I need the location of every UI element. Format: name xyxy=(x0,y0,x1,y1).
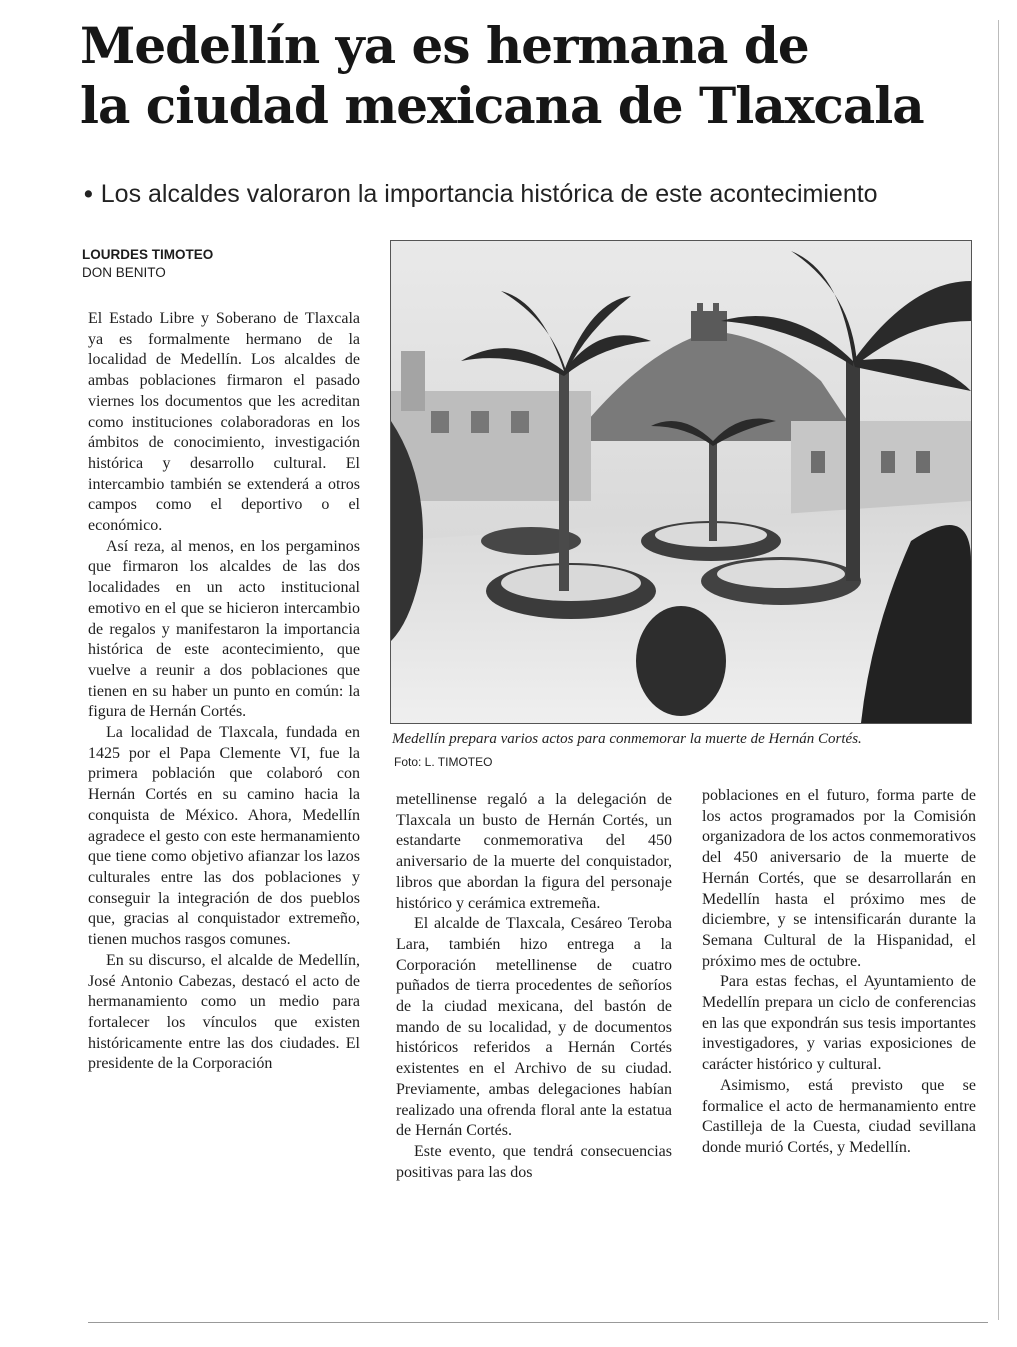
article-photo xyxy=(390,240,972,724)
byline-place: DON BENITO xyxy=(82,265,166,280)
paragraph: La localidad de Tlaxcala, fundada en 1425 por el Papa Clemente VI, fue la primera población que colaboró con Hernán Cortés en su camino hacia la conquista de México. Ahora, Medellín agradece el gesto con este hermanamiento que tiene como objetivo afianzar los lazos culturales entre las dos poblaciones y conseguir la integración de dos pueblos que, gracias al conquistador extremeño, tienen muchos rasgos comunes. xyxy=(88,724,360,949)
scan-edge xyxy=(998,20,999,1320)
paragraph: metellinense regaló a la delegación de Tlaxcala un busto de Hernán Cortés, un estandarte conmemorativa del 450 aniversario de la muerte del conquistador, libros que abordan la figura del personaje histórico y cerámica extremeña. xyxy=(396,791,672,912)
headline xyxy=(80,16,980,136)
text-column-2 xyxy=(396,790,672,1183)
byline-author: LOURDES TIMOTEO xyxy=(82,247,214,262)
headline-line-1: Medellín ya es hermana de xyxy=(80,16,809,75)
text-column-3 xyxy=(702,786,976,1159)
subheadline-text: Los alcaldes valoraron la importancia histórica de este acontecimiento xyxy=(100,180,878,208)
paragraph: En su discurso, el alcalde de Medellín, José Antonio Cabezas, destacó el acto de hermanamiento como un medio para fortalecer los vínculos que existen históricamente entre las dos ciudades. El presidente de la Corporación xyxy=(88,951,360,1073)
paragraph: El Estado Libre y Soberano de Tlaxcala ya es formalmente hermano de la localidad de Medellín. Los alcaldes de ambas poblaciones firmaron el pasado viernes los documentos que les acreditan como instituciones colaboradoras en los ámbitos de conocimiento, investigación histórica y desarrollo cultural. El intercambio también se extenderá a otros campos como el deportivo o el económico. xyxy=(88,310,360,535)
subheadline xyxy=(84,178,984,210)
photo-caption: Medellín prepara varios actos para conmemorar la muerte de Hernán Cortés. xyxy=(392,731,862,747)
text-column-1 xyxy=(88,309,360,1075)
paragraph: Así reza, al menos, en los pergaminos que firmaron los alcaldes de las dos localidades en un acto institucional emotivo en el que se hicieron intercambio de regalos y manifestaron la importancia histórica de este acontecimiento, que vuelve a reunir a dos poblaciones que tienen en su haber un punto en común: la figura de Hernán Cortés. xyxy=(88,537,360,721)
bullet-icon: • xyxy=(84,180,93,208)
bottom-rule xyxy=(88,1322,988,1323)
paragraph: poblaciones en el futuro, forma parte de los actos programados por la Comisión organizadora de los actos conmemorativos del 450 aniversario de la muerte de Hernán Cortés, que se desarrollarán en Medellín hasta el próximo mes de diciembre, y se intensificarán durante la Semana Cultural de la Hispanidad, el próximo mes de octubre. xyxy=(702,787,976,970)
paragraph: El alcalde de Tlaxcala, Cesáreo Teroba Lara, también hizo entrega a la Corporación metellinense de cuatro puñados de tierra procedentes de señoríos de la ciudad mexicana, del bastón de mando de su localidad, y de documentos históricos referidos a Hernán Cortés existentes en el Archivo de su ciudad. Previamente, ambas delegaciones habían realizado una ofrenda floral ante la estatua de Hernán Cortés. xyxy=(396,915,672,1140)
paragraph: Para estas fechas, el Ayuntamiento de Medellín prepara un ciclo de conferencias en las que expondrán sus tesis importantes investigadores, y varias exposiciones de carácter histórico y cultural. xyxy=(702,973,976,1074)
paragraph: Asimismo, está previsto que se formalice el acto de hermanamiento entre Castilleja de la Cuesta, ciudad sevillana donde murió Cortés, y Medellín. xyxy=(702,1076,976,1156)
byline xyxy=(82,246,213,282)
paragraph: Este evento, que tendrá consecuencias positivas para las dos xyxy=(396,1142,672,1181)
headline-line-2: la ciudad mexicana de Tlaxcala xyxy=(80,76,924,135)
photo-credit: Foto: L. TIMOTEO xyxy=(394,755,493,769)
